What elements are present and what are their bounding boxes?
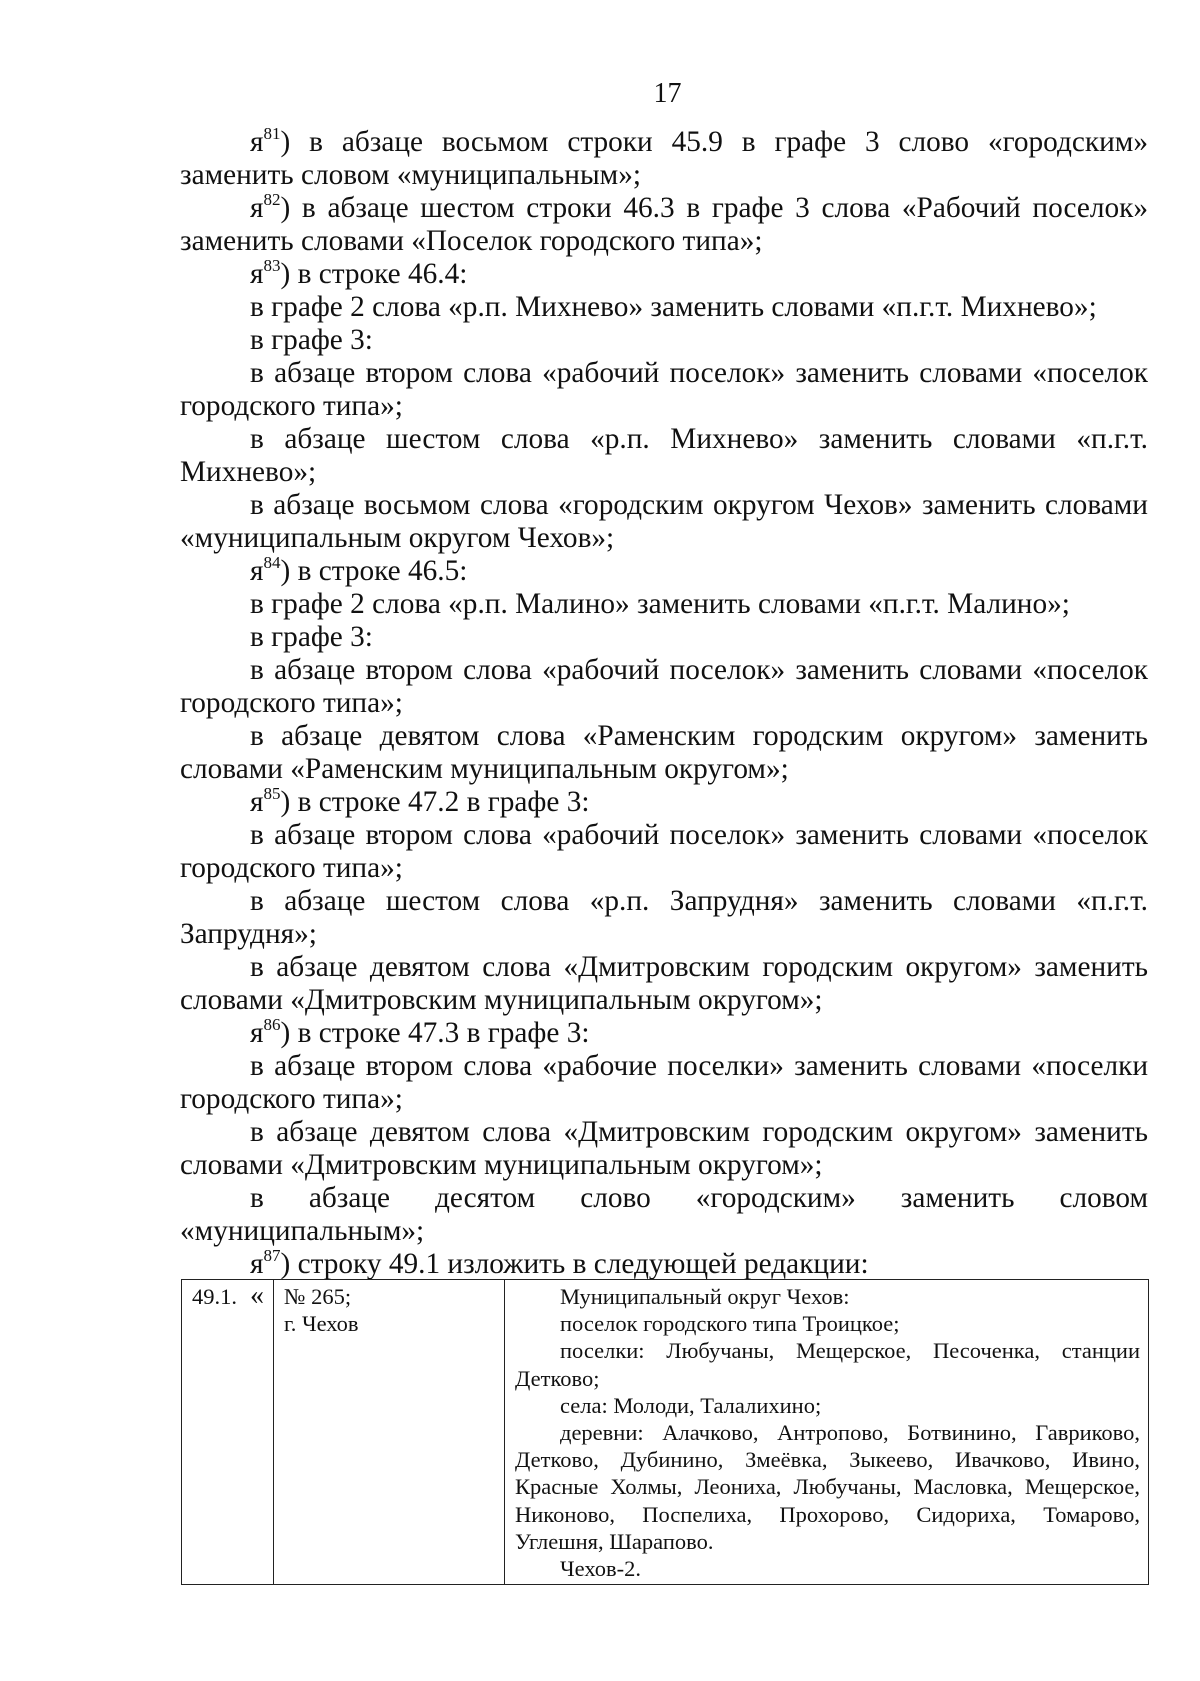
code-city-cell bbox=[274, 1280, 505, 1585]
cell-line: села: Молоди, Талалихино; bbox=[560, 1392, 822, 1418]
item-ya82: $я^{82}$) в абзаце шестом строки 46.3 в графе 3 слова «Рабочий поселок» заменить словами «Поселок городского типа»; bbox=[180, 190, 1148, 257]
replacement-table bbox=[181, 1279, 1149, 1585]
cell-line: деревни: Алачково, Антропово, Ботвинино, Гавриково, Детково, Дубинино, Змеёвка, Зыкеево, Ивачково, Ивино, Красные Холмы, Леониха, Любучаны, Масловка, Мещерское, Никоново, Поспелиха, Прохорово, Сидориха, Томарово, Углешня, Шарапово. bbox=[515, 1420, 1140, 1554]
paragraph: в графе 3: bbox=[250, 324, 373, 356]
document-body bbox=[180, 126, 1148, 1311]
cell-line: поселок городского типа Троицкое; bbox=[560, 1311, 900, 1337]
paragraph: в абзаце девятом слова «Дмитровским городским округом» заменить словами «Дмитровским муниципальным округом»; bbox=[180, 1116, 1148, 1181]
cell-line: № 265; bbox=[284, 1284, 352, 1309]
paragraph: в абзаце втором слова «рабочие поселки» заменить словами «поселки городского типа»; bbox=[180, 1050, 1148, 1115]
item-ya85: $я^{85}$) в строке 47.2 в графе 3: bbox=[250, 784, 590, 818]
paragraph: в абзаце шестом слова «р.п. Михнево» заменить словами «п.г.т. Михнево»; bbox=[180, 423, 1148, 488]
cell-line: г. Чехов bbox=[284, 1311, 359, 1337]
item-ya86: $я^{86}$) в строке 47.3 в графе 3: bbox=[250, 1015, 590, 1049]
row-number-cell: 49.1. bbox=[182, 1280, 274, 1585]
item-ya81: $я^{81}$) в абзаце восьмом строки 45.9 в графе 3 слово «городским» заменить словом «муниципальным»; bbox=[180, 124, 1148, 191]
paragraph: в абзаце втором слова «рабочий поселок» заменить словами «поселок городского типа»; bbox=[180, 357, 1148, 422]
cell-line: Муниципальный округ Чехов: bbox=[560, 1284, 850, 1309]
paragraph: в абзаце девятом слова «Раменским городским округом» заменить словами «Раменским муниципальным округом»; bbox=[180, 720, 1148, 785]
opening-quote: « bbox=[250, 1280, 264, 1311]
table-row bbox=[182, 1280, 1149, 1585]
paragraph: в графе 2 слова «р.п. Малино» заменить словами «п.г.т. Малино»; bbox=[250, 588, 1070, 620]
paragraph: в абзаце восьмом слова «городским округом Чехов» заменить словами «муниципальным округом Чехов»; bbox=[180, 489, 1148, 554]
paragraph: в абзаце шестом слова «р.п. Запрудня» заменить словами «п.г.т. Запрудня»; bbox=[180, 885, 1148, 950]
paragraph: в графе 2 слова «р.п. Михнево» заменить словами «п.г.т. Михнево»; bbox=[250, 291, 1097, 323]
paragraph: в абзаце девятом слова «Дмитровским городским округом» заменить словами «Дмитровским муниципальным округом»; bbox=[180, 951, 1148, 1016]
paragraph: в абзаце десятом слово «городским» заменить словом «муниципальным»; bbox=[180, 1182, 1148, 1247]
item-ya84: $я^{84}$) в строке 46.5: bbox=[250, 553, 468, 587]
paragraph: в абзаце втором слова «рабочий поселок» заменить словами «поселок городского типа»; bbox=[180, 819, 1148, 884]
paragraph: в графе 3: bbox=[250, 621, 373, 653]
paragraph: в абзаце втором слова «рабочий поселок» заменить словами «поселок городского типа»; bbox=[180, 654, 1148, 719]
item-ya83: $я^{83}$) в строке 46.4: bbox=[250, 256, 468, 290]
item-ya87: $я^{87}$) строку 49.1 изложить в следующей редакции: bbox=[250, 1246, 869, 1280]
settlements-cell bbox=[505, 1280, 1149, 1585]
cell-line: поселки: Любучаны, Мещерское, Песоченка, станции Детково; bbox=[515, 1338, 1140, 1391]
cell-line: Чехов-2. bbox=[560, 1556, 641, 1582]
page-number: 17 bbox=[653, 78, 682, 109]
